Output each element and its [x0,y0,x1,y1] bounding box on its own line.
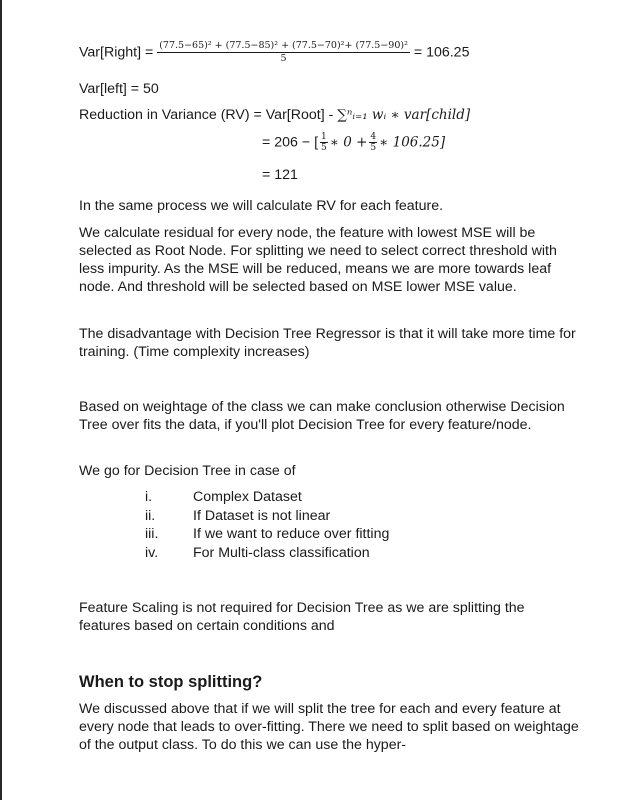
rv-sub-f1-den: 5 [321,143,327,153]
list-item [145,488,389,507]
rv-sub-f1-num: 1 [321,132,327,142]
paragraph-disadvantage: The disadvantage with Decision Tree Regressor is that it will take more time for training. (Time complexity increases) [79,326,576,360]
section-heading: When to stop splitting? [79,673,263,691]
use-case-list [145,488,389,562]
list-item [145,525,389,544]
rv-definition-formula: ∑ⁿᵢ₌₁ wᵢ ∗ var[child] [337,107,471,123]
list-item-number: i. [145,489,153,505]
var-right-fraction [157,40,410,65]
rv-sub-f2-num: 4 [370,132,377,142]
var-right-numerator: (77.5−65)² + (77.5−85)² + (77.5−70)²+ (77.5−90)² [159,40,408,51]
var-left-equation: Var[left] = 50 [79,81,159,97]
list-item-text: If Dataset is not linear [193,507,331,524]
list-item-number: ii. [145,507,156,524]
rv-sub-f2-den: 5 [370,143,377,153]
var-right-denominator: 5 [280,53,287,64]
rv-definition [79,106,470,124]
paragraph-when-to-use: We go for Decision Tree in case of [79,463,296,479]
list-item [145,507,389,526]
var-right-label: Var[Right] = [79,44,154,61]
list-item-number: iv. [145,544,159,561]
list-item [145,544,389,563]
list-item-text: For Multi-class classification [193,544,370,561]
rv-definition-text: Reduction in Variance (RV) = Var[Root] - [79,107,338,123]
list-item-text: Complex Dataset [193,489,302,505]
var-right-equation [79,40,469,65]
paragraph-feature-scaling: Feature Scaling is not required for Decision Tree as we are splitting the features based on certain conditions and [79,600,525,634]
paragraph-residual-mse: We calculate residual for every node, the feature with lowest MSE will be selected as Root Node. For splitting we need to select correct threshold with less impurity. As the MSE will be reduced, means we are more towards leaf node. And threshold will be selected based on MSE lower MSE value. [79,225,557,295]
rv-sub-mid: ∗ 0 + [329,134,368,151]
page-left-border [0,0,2,800]
paragraph-rv-each-feature: In the same process we will calculate RV for each feature. [79,198,444,214]
rv-result: = 121 [262,167,298,183]
rv-sub-fraction-2 [369,132,377,153]
rv-sub-prefix: = 206 − [ [262,134,319,151]
list-item-text: If we want to reduce over fitting [193,526,390,542]
list-item-number: iii. [145,526,159,542]
paragraph-stop-splitting: We discussed above that if we will split the tree for each and every feature at every node that leads to over-fitting. There we need to split based on weightage of the output class. To do this we can use the hyper- [79,701,579,753]
var-right-result: = 106.25 [413,44,470,61]
rv-sub-suffix: ∗ 106.25] [379,134,446,151]
rv-substitution [262,132,445,153]
paragraph-weightage: Based on weightage of the class we can make conclusion otherwise Decision Tree over fits the data, if you'll plot Decision Tree for every feature/node. [79,399,565,433]
rv-sub-fraction-1 [320,132,328,153]
